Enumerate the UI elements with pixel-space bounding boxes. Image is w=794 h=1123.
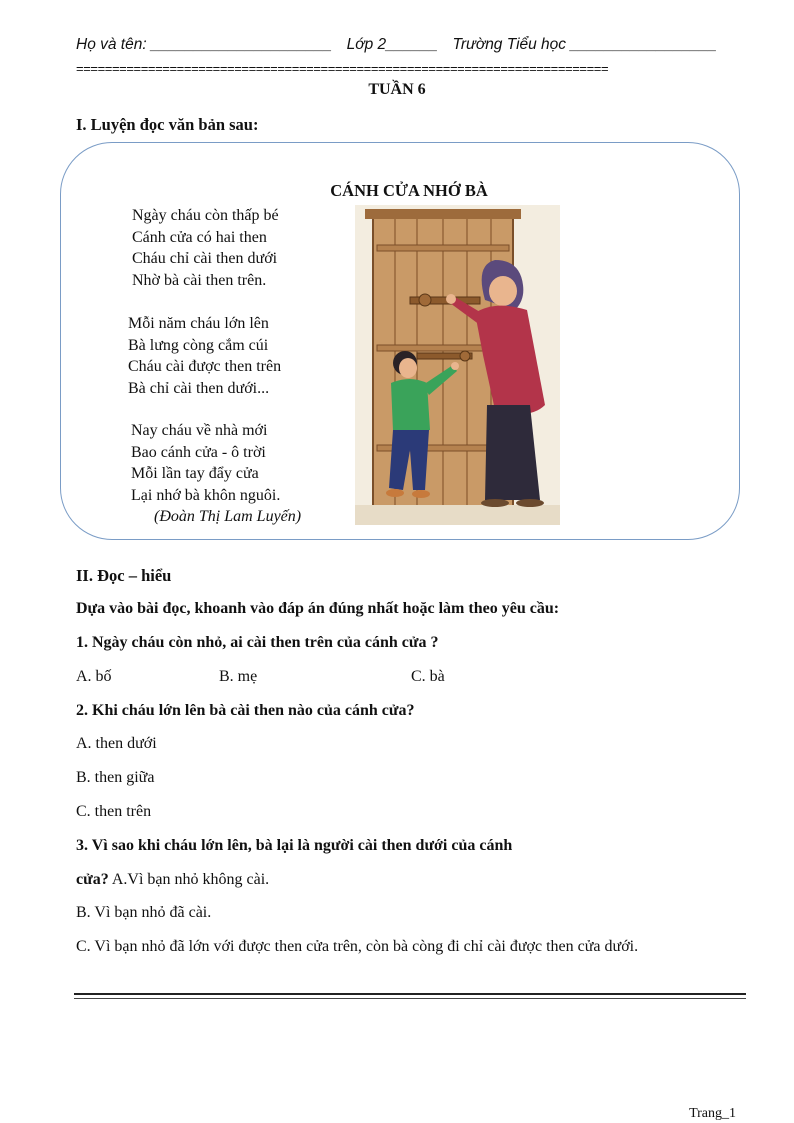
poem-line: Bà chỉ cài then dưới... — [128, 379, 270, 397]
q1-option-c[interactable]: C. bà — [411, 668, 445, 685]
section2-title: II. Đọc – hiểu — [76, 566, 172, 585]
q3-option-c[interactable]: C. Vì bạn nhỏ đã lớn với được then cửa trên, còn bà còng đi chỉ cài được then cửa dưới. — [76, 938, 639, 955]
section2-instruction: Dựa vào bài đọc, khoanh vào đáp án đúng nhất hoặc làm theo yêu cầu: — [76, 600, 560, 617]
poem-stanza-1 — [132, 205, 279, 291]
question-1: 1. Ngày cháu còn nhỏ, ai cài then trên của cánh cửa ? — [76, 634, 439, 651]
q2-option-a[interactable]: A. then dưới — [76, 735, 157, 752]
question-3-line1: 3. Vì sao khi cháu lớn lên, bà lại là người cài then dưới của cánh — [76, 837, 513, 854]
poem-author: (Đoàn Thị Lam Luyến) — [154, 508, 302, 525]
poem-line: Bà lưng còng cắm cúi — [128, 336, 269, 354]
poem-line: Ngày cháu còn thấp bé — [132, 207, 279, 224]
poem-line: Lại nhớ bà khôn nguôi. — [131, 486, 281, 504]
door-illustration — [355, 205, 560, 525]
poem-line: Cháu cài được then trên — [128, 358, 282, 375]
poem-title: CÁNH CỬA NHỚ BÀ — [330, 181, 488, 200]
name-field-label[interactable]: Họ và tên: _____________________ — [76, 36, 332, 53]
poem-line: Nhờ bà cài then trên. — [132, 271, 267, 289]
question-3-tail: cửa? — [76, 871, 109, 888]
q1-option-a[interactable]: A. bố — [76, 668, 112, 685]
poem-line: Cánh cửa có hai then — [132, 228, 267, 246]
q2-option-b[interactable]: B. then giữa — [76, 769, 155, 786]
page-number: Trang_1 — [689, 1106, 736, 1121]
q1-option-b[interactable]: B. mẹ — [219, 668, 258, 685]
poem-line: Bao cánh cửa - ô trời — [131, 443, 266, 461]
poem-line: Mỗi lần tay đẩy cửa — [131, 465, 259, 482]
q3-option-a[interactable]: A.Vì bạn nhỏ không cài. — [111, 871, 270, 888]
q2-option-c[interactable]: C. then trên — [76, 803, 152, 820]
student-info-line — [76, 36, 736, 54]
week-title: TUẦN 6 — [368, 81, 426, 98]
poem-line: Cháu chỉ cài then dưới — [132, 250, 278, 267]
poem-line: Nay cháu về nhà mới — [131, 422, 268, 439]
poem-stanza-2 — [128, 313, 281, 399]
section1-title: I. Luyện đọc văn bản sau: — [76, 115, 259, 134]
poem-stanza-3 — [131, 420, 280, 506]
q3-option-b[interactable]: B. Vì bạn nhỏ đã cài. — [76, 904, 212, 921]
bottom-rule-thick — [74, 993, 746, 995]
question-2: 2. Khi cháu lớn lên bà cài then nào của cánh cửa? — [76, 702, 415, 719]
poem-line: Mỗi năm cháu lớn lên — [128, 315, 269, 332]
question-3-line2 — [76, 871, 269, 889]
header-separator: ========================================================================== — [76, 61, 609, 76]
class-field-label[interactable]: Lớp 2______ — [346, 36, 438, 53]
school-field-label[interactable]: Trường Tiểu học _________________ — [452, 36, 717, 53]
bottom-rule-thin — [74, 998, 746, 999]
